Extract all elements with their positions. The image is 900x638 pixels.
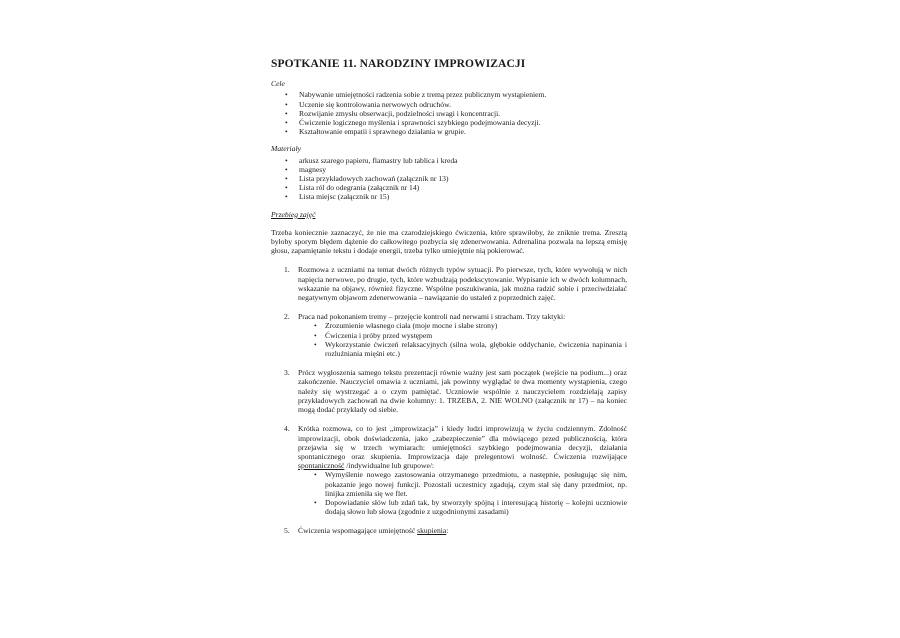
sub-list-item: • Zrozumienie własnego ciała (moje mocne i słabe strony) (298, 321, 627, 330)
step-item-4 (271, 424, 627, 516)
list-item: • Ćwiczenie logicznego myślenia i sprawności szybkiego podejmowania decyzji. (271, 118, 627, 127)
step-text: Praca nad pokonaniem tremy – przejęcie kontroli nad nerwami i stracham. Trzy taktyki: (298, 312, 566, 322)
materialy-list (271, 156, 627, 202)
document-content (271, 60, 627, 546)
step-text-end: /indywidualne lub grupowe/: (344, 461, 435, 471)
underlined-term: spontaniczność (298, 461, 345, 471)
step-4-sublist (298, 470, 627, 516)
step-text-end: : (446, 526, 449, 536)
list-item: • Kształtowanie empatii i sprawnego działania w grupie. (271, 127, 627, 136)
sub-list-item: • Wymyślenie nowego zastosowania otrzymanego przedmiotu, a następnie, posługując się nim, pokazanie jego nowej funkcji. Pozostali uczestnicy zgadują, czym stał się dany przedmiot, np. linijka zmieniła się we flet. (298, 470, 627, 498)
step-item-5 (271, 526, 627, 535)
step-number: 2. (284, 312, 290, 322)
list-item: • Rozwijanie zmysłu obserwacji, podzielności uwagi i koncentracji. (271, 109, 627, 118)
cele-list (271, 90, 627, 136)
intro-paragraph: Trzeba koniecznie zaznaczyć, że nie ma czarodziejskiego ćwiczenia, które sprawiłoby, że zniknie trema. Zresztą byłoby sporym błędem dążenie do całkowitego pozbycia się zdenerwowania. Adrenalina pozwala na lepszą emisję głosu, zapamiętanie tekstu i dodaje energii, trzeba tylko umiejętnie nią pokierować. (271, 227, 627, 256)
section-label-materialy: Materiały (271, 144, 301, 154)
list-item: • Lista ról do odegrania (załącznik nr 14) (271, 183, 627, 192)
step-item-2 (271, 312, 627, 358)
step-text: Ćwiczenia wspomagające umiejętność (298, 526, 418, 536)
sub-list-item: • Ćwiczenia i próby przed występem (298, 331, 627, 340)
list-item: • Nabywanie umiejętności radzenia sobie z tremą przez publicznym wystąpieniem. (271, 90, 627, 99)
step-text: Rozmowa z uczniami na temat dwóch różnych typów sytuacji. Po pierwsze, tych, które wywołują w nich napięcia nerwowe, po drugie, tych, które wzbudzają podekscytowanie. Wypisanie ich w dwóch kolumnach, wskazanie na objawy, również fizyczne. Wspólne poszukiwania, jak można radzić sobie i przeciwdziałać negatywnym objawom zdenerwowania – nawiązanie do ustaleń z poprzednich zajęć. (298, 265, 627, 303)
step-number: 3. (284, 368, 290, 378)
section-label-cele: Cele (271, 79, 285, 89)
underlined-term: skupienia (417, 526, 447, 536)
sub-list-item: • Wykorzystanie ćwiczeń relaksacyjnych (silna wola, głębokie oddychanie, ćwiczenia napinania i rozluźniania mięśni etc.) (298, 340, 627, 358)
step-item-1 (271, 265, 627, 302)
section-label-przebieg: Przebieg zajęć (271, 209, 316, 219)
list-item: • arkusz szarego papieru, flamastry lub tablica i kreda (271, 156, 627, 165)
step-text: Krótka rozmowa, co to jest „improwizacja” i kiedy ludzi improwizują w życiu codziennym. Zdolność improwizacji, obok doświadczenia, jako „zabezpieczenie” dla mówiącego przed publicznością, która przejawia się w trzech wymiarach: umiejętności szybkiego podejmowania decyzji, działania spontanicznego oraz skupienia. Improwizacja daje prelegentowi wolność. Ćwiczenia rozwijające (298, 424, 627, 461)
step-text: Prócz wygłoszenia samego tekstu prezentacji równie ważny jest sam początek (wejście na podium...) oraz zakończenie. Nauczyciel omawia z uczniami, jak powinny wyglądać te dwa momenty wystąpienia, czego należy się wystrzegać a o czym pamiętać. Uczniowie wspólnie z nauczycielem rozdzielają zapisy przykładowych zachowań na dwie kolumny: 1. TRZEBA, 2. NIE WOLNO (załącznik nr 17) – na koniec mogą dodać przykłady od siebie. (298, 368, 627, 415)
step-item-3 (271, 368, 627, 414)
steps-list (271, 265, 627, 535)
list-item: • Uczenie się kontrolowania nerwowych odruchów. (271, 100, 627, 109)
list-item: • Lista przykładowych zachowań (załącznik nr 13) (271, 174, 627, 183)
document-title: SPOTKANIE 11. NARODZINY IMPROWIZACJI (271, 58, 526, 70)
step-2-sublist (298, 321, 627, 358)
step-number: 1. (284, 265, 290, 275)
sub-list-item: • Dopowiadanie słów lub zdań tak, by stworzyły spójną i interesującą historię – kolejni uczniowie dodają słowo lub słowa (zgodnie z uzgodnionymi zasadami) (298, 498, 627, 516)
list-item: • Lista miejsc (załącznik nr 15) (271, 192, 627, 201)
step-number: 4. (284, 424, 290, 434)
step-number: 5. (284, 526, 290, 536)
list-item: • magnesy (271, 165, 627, 174)
